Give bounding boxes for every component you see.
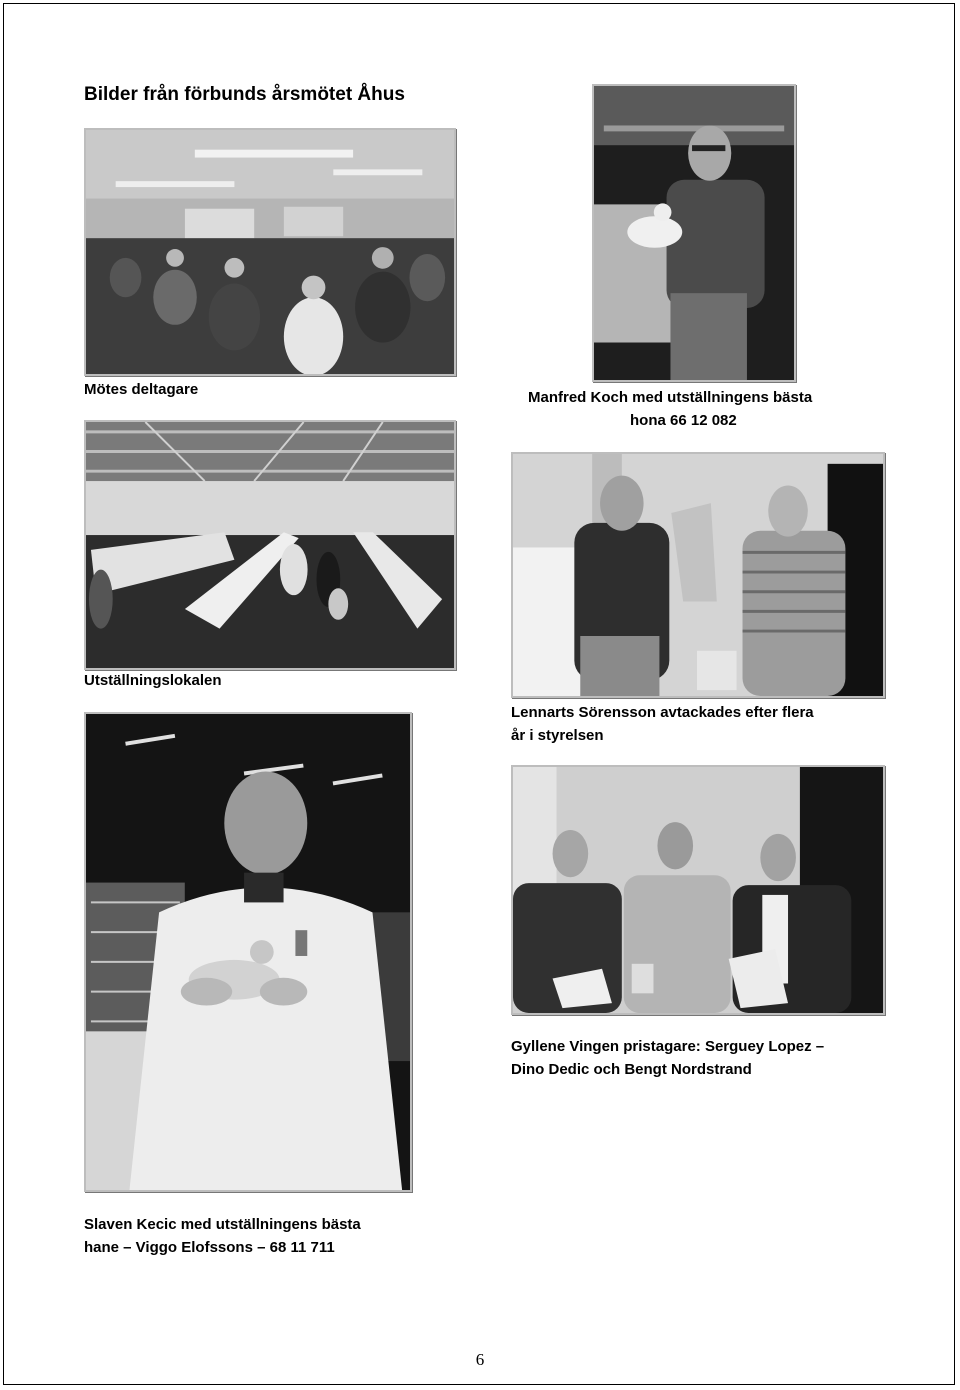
caption-motes-deltagare <box>84 378 198 401</box>
caption-line: Gyllene Vingen pristagare: Serguey Lopez – <box>511 1038 825 1055</box>
photo-lennarts-sorensson <box>511 452 885 698</box>
caption-line: Dino Dedic och Bengt Nordstrand <box>511 1061 752 1078</box>
page-number: 6 <box>475 1350 485 1369</box>
photo-manfred-koch <box>592 84 796 382</box>
caption-gyllene-vingen <box>511 1035 824 1081</box>
caption-line: Utställningslokalen <box>84 672 222 689</box>
caption-line: Slaven Kecic med utställningens bästa <box>84 1216 361 1233</box>
page-title: Bilder från förbunds årsmötet Åhus <box>84 84 405 105</box>
caption-manfred-koch <box>528 386 812 432</box>
photo-gyllene-vingen <box>511 765 885 1015</box>
photo-slaven-kecic <box>84 712 412 1192</box>
caption-line: Mötes deltagare <box>84 381 199 398</box>
caption-line: Lennarts Sörensson avtackades efter flera <box>511 704 814 721</box>
caption-line: hane – Viggo Elofssons – 68 11 711 <box>84 1239 335 1256</box>
caption-lennarts-sorensson <box>511 701 814 747</box>
photo-utstallningslokalen <box>84 420 456 670</box>
caption-line: Manfred Koch med utställningens bästa <box>528 389 813 406</box>
caption-utstallningslokalen <box>84 669 222 692</box>
photo-motes-deltagare <box>84 128 456 376</box>
caption-line: år i styrelsen <box>511 727 604 744</box>
caption-line: hona 66 12 082 <box>630 412 737 429</box>
caption-slaven-kecic <box>84 1213 361 1259</box>
